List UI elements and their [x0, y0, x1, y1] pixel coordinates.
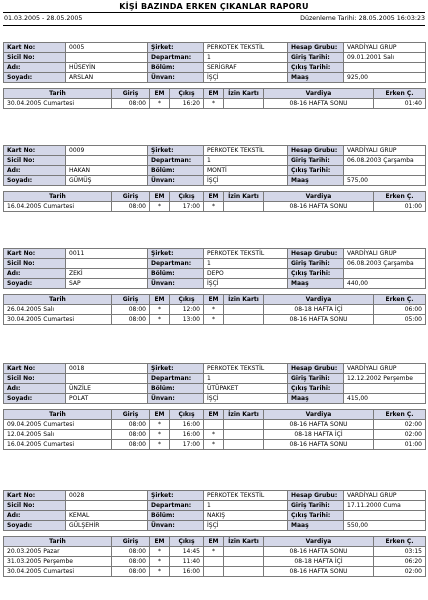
label-department: Departman:	[148, 53, 204, 63]
col-em2: EM	[204, 192, 224, 202]
row-date: 12.04.2005 Salı	[4, 430, 112, 440]
row-exit-time: 16:00	[170, 430, 204, 440]
col-em2: EM	[204, 89, 224, 99]
row-entry-time: 08:00	[112, 440, 150, 450]
value-card-no: 0028	[66, 491, 148, 501]
label-company: Şirket:	[148, 249, 204, 259]
row-exit-time: 14:45	[170, 547, 204, 557]
label-card-no: Kart No:	[4, 43, 66, 53]
value-account-group: VARDİYALI GRUP	[344, 43, 426, 53]
label-registry-no: Sicil No:	[4, 374, 66, 384]
employee-block	[3, 145, 425, 212]
col-date: Tarih	[4, 537, 112, 547]
col-shift: Vardiya	[264, 537, 374, 547]
label-department: Departman:	[148, 156, 204, 166]
row-early-exit: 02:00	[374, 430, 426, 440]
row-leave-card	[224, 202, 264, 212]
label-account-group: Hesap Grubu:	[288, 491, 344, 501]
col-shift: Vardiya	[264, 89, 374, 99]
row-exit-time: 17:00	[170, 440, 204, 450]
label-section: Bölüm:	[148, 384, 204, 394]
row-shift: 08-16 HAFTA SONU	[264, 420, 374, 430]
row-entry-time: 08:00	[112, 430, 150, 440]
attendance-row	[4, 305, 426, 315]
label-section: Bölüm:	[148, 269, 204, 279]
label-first-name: Adı:	[4, 166, 66, 176]
row-entry-time: 08:00	[112, 99, 150, 109]
row-early-exit: 01:00	[374, 202, 426, 212]
row-leave-card	[224, 305, 264, 315]
row-shift: 08-16 HAFTA SONU	[264, 99, 374, 109]
label-salary: Maaş	[288, 521, 344, 531]
attendance-row	[4, 567, 426, 577]
value-company: PERKOTEK TEKSTİL	[204, 43, 288, 53]
value-department: 1	[204, 156, 288, 166]
label-salary: Maaş	[288, 394, 344, 404]
row-entry-mark: *	[150, 420, 170, 430]
row-shift: 08-16 HAFTA SONU	[264, 567, 374, 577]
value-salary: 925,00	[344, 73, 426, 83]
label-first-name: Adı:	[4, 63, 66, 73]
col-shift: Vardiya	[264, 295, 374, 305]
col-em1: EM	[150, 192, 170, 202]
value-first-name: HÜSEYİN	[66, 63, 148, 73]
col-early-exit: Erken Ç.	[374, 410, 426, 420]
employee-block	[3, 363, 425, 450]
attendance-row	[4, 420, 426, 430]
row-shift: 08-16 HAFTA SONU	[264, 202, 374, 212]
label-title: Ünvan:	[148, 521, 204, 531]
col-date: Tarih	[4, 295, 112, 305]
row-exit-time: 13:00	[170, 315, 204, 325]
row-entry-time: 08:00	[112, 420, 150, 430]
value-end-date	[344, 63, 426, 73]
value-account-group: VARDİYALI GRUP	[344, 491, 426, 501]
row-date: 30.04.2005 Cumartesi	[4, 99, 112, 109]
row-exit-time: 16:20	[170, 99, 204, 109]
label-title: Ünvan:	[148, 73, 204, 83]
value-registry-no	[66, 53, 148, 63]
value-last-name: GÜLŞEHİR	[66, 521, 148, 531]
value-department: 1	[204, 374, 288, 384]
row-leave-card	[224, 430, 264, 440]
col-exit: Çıkış	[170, 192, 204, 202]
col-exit: Çıkış	[170, 410, 204, 420]
row-exit-mark: *	[204, 315, 224, 325]
row-shift: 08-16 HAFTA SONU	[264, 440, 374, 450]
value-end-date	[344, 166, 426, 176]
attendance-table	[3, 536, 426, 577]
value-company: PERKOTEK TEKSTİL	[204, 364, 288, 374]
label-section: Bölüm:	[148, 166, 204, 176]
label-department: Departman:	[148, 374, 204, 384]
row-entry-time: 08:00	[112, 547, 150, 557]
label-registry-no: Sicil No:	[4, 259, 66, 269]
row-date: 30.04.2005 Cumartesi	[4, 567, 112, 577]
value-registry-no	[66, 156, 148, 166]
label-registry-no: Sicil No:	[4, 53, 66, 63]
col-em2: EM	[204, 410, 224, 420]
label-start-date: Giriş Tarihi:	[288, 501, 344, 511]
attendance-header	[4, 295, 426, 305]
value-account-group: VARDİYALI GRUP	[344, 364, 426, 374]
row-exit-mark: *	[204, 305, 224, 315]
value-salary: 415,00	[344, 394, 426, 404]
label-start-date: Giriş Tarihi:	[288, 259, 344, 269]
col-entry: Giriş	[112, 410, 150, 420]
row-entry-mark: *	[150, 430, 170, 440]
col-leave-card: İzin Kartı	[224, 89, 264, 99]
value-start-date: 06.08.2003 Çarşamba	[344, 259, 426, 269]
attendance-header	[4, 192, 426, 202]
attendance-header	[4, 537, 426, 547]
attendance-table	[3, 294, 426, 325]
col-early-exit: Erken Ç.	[374, 295, 426, 305]
employee-block	[3, 42, 425, 109]
row-early-exit: 01:40	[374, 99, 426, 109]
value-title: İŞÇİ	[204, 394, 288, 404]
row-exit-time: 16:00	[170, 420, 204, 430]
row-exit-mark	[204, 567, 224, 577]
row-date: 16.04.2005 Cumartesi	[4, 440, 112, 450]
col-entry: Giriş	[112, 537, 150, 547]
row-entry-time: 08:00	[112, 557, 150, 567]
header-divider	[3, 25, 425, 26]
col-leave-card: İzin Kartı	[224, 410, 264, 420]
value-account-group: VARDİYALI GRUP	[344, 249, 426, 259]
value-company: PERKOTEK TEKSTİL	[204, 146, 288, 156]
row-exit-mark: *	[204, 430, 224, 440]
value-start-date: 09.01.2001 Salı	[344, 53, 426, 63]
label-account-group: Hesap Grubu:	[288, 364, 344, 374]
col-em2: EM	[204, 537, 224, 547]
col-date: Tarih	[4, 192, 112, 202]
label-company: Şirket:	[148, 43, 204, 53]
row-exit-time: 11:40	[170, 557, 204, 567]
row-exit-time: 12:00	[170, 305, 204, 315]
value-registry-no	[66, 501, 148, 511]
value-first-name: KEMAL	[66, 511, 148, 521]
label-first-name: Adı:	[4, 269, 66, 279]
row-entry-mark: *	[150, 557, 170, 567]
col-entry: Giriş	[112, 192, 150, 202]
attendance-table	[3, 88, 426, 109]
label-title: Ünvan:	[148, 176, 204, 186]
row-exit-time: 17:00	[170, 202, 204, 212]
row-exit-mark: *	[204, 440, 224, 450]
row-date: 16.04.2005 Cumartesi	[4, 202, 112, 212]
label-card-no: Kart No:	[4, 146, 66, 156]
label-end-date: Çıkış Tarihi:	[288, 269, 344, 279]
row-early-exit: 05:00	[374, 315, 426, 325]
label-company: Şirket:	[148, 491, 204, 501]
employee-info-table	[3, 248, 426, 289]
label-salary: Maaş	[288, 73, 344, 83]
value-department: 1	[204, 501, 288, 511]
col-em2: EM	[204, 295, 224, 305]
value-section: NAKIŞ	[204, 511, 288, 521]
row-shift: 08-18 HAFTA İÇİ	[264, 430, 374, 440]
row-date: 09.04.2005 Cumartesi	[4, 420, 112, 430]
row-leave-card	[224, 440, 264, 450]
label-last-name: Soyadı:	[4, 521, 66, 531]
label-card-no: Kart No:	[4, 249, 66, 259]
employee-info-table	[3, 42, 426, 83]
value-first-name: ÜNZİLE	[66, 384, 148, 394]
row-entry-mark: *	[150, 547, 170, 557]
value-registry-no	[66, 259, 148, 269]
label-section: Bölüm:	[148, 511, 204, 521]
attendance-row	[4, 547, 426, 557]
label-account-group: Hesap Grubu:	[288, 43, 344, 53]
row-entry-time: 08:00	[112, 315, 150, 325]
value-start-date: 12.12.2002 Perşembe	[344, 374, 426, 384]
col-em1: EM	[150, 410, 170, 420]
col-early-exit: Erken Ç.	[374, 89, 426, 99]
row-early-exit: 06:20	[374, 557, 426, 567]
value-card-no: 0009	[66, 146, 148, 156]
label-end-date: Çıkış Tarihi:	[288, 63, 344, 73]
attendance-table	[3, 409, 426, 450]
row-entry-mark: *	[150, 202, 170, 212]
row-date: 26.04.2005 Salı	[4, 305, 112, 315]
value-company: PERKOTEK TEKSTİL	[204, 491, 288, 501]
label-title: Ünvan:	[148, 394, 204, 404]
row-shift: 08-16 HAFTA SONU	[264, 315, 374, 325]
row-exit-mark	[204, 557, 224, 567]
value-start-date: 17.11.2000 Cuma	[344, 501, 426, 511]
row-shift: 08-18 HAFTA İÇİ	[264, 305, 374, 315]
row-entry-time: 08:00	[112, 567, 150, 577]
value-end-date	[344, 384, 426, 394]
label-first-name: Adı:	[4, 511, 66, 521]
label-account-group: Hesap Grubu:	[288, 146, 344, 156]
row-early-exit: 03:15	[374, 547, 426, 557]
value-card-no: 0018	[66, 364, 148, 374]
value-section: MONTİ	[204, 166, 288, 176]
row-entry-mark: *	[150, 567, 170, 577]
value-account-group: VARDİYALI GRUP	[344, 146, 426, 156]
value-salary: 575,00	[344, 176, 426, 186]
col-shift: Vardiya	[264, 192, 374, 202]
col-shift: Vardiya	[264, 410, 374, 420]
label-department: Departman:	[148, 259, 204, 269]
row-leave-card	[224, 547, 264, 557]
value-title: İŞÇİ	[204, 176, 288, 186]
value-last-name: ARSLAN	[66, 73, 148, 83]
col-exit: Çıkış	[170, 89, 204, 99]
attendance-row	[4, 202, 426, 212]
col-leave-card: İzin Kartı	[224, 295, 264, 305]
row-entry-mark: *	[150, 315, 170, 325]
label-end-date: Çıkış Tarihi:	[288, 166, 344, 176]
label-title: Ünvan:	[148, 279, 204, 289]
label-registry-no: Sicil No:	[4, 501, 66, 511]
attendance-row	[4, 430, 426, 440]
value-section: ÜTÜPAKET	[204, 384, 288, 394]
attendance-header	[4, 89, 426, 99]
col-entry: Giriş	[112, 89, 150, 99]
value-section: DEPO	[204, 269, 288, 279]
label-section: Bölüm:	[148, 63, 204, 73]
row-leave-card	[224, 315, 264, 325]
value-start-date: 06.08.2003 Çarşamba	[344, 156, 426, 166]
row-early-exit: 01:00	[374, 440, 426, 450]
label-last-name: Soyadı:	[4, 176, 66, 186]
value-company: PERKOTEK TEKSTİL	[204, 249, 288, 259]
report-period: 01.03.2005 - 28.05.2005	[4, 15, 83, 22]
value-department: 1	[204, 53, 288, 63]
label-end-date: Çıkış Tarihi:	[288, 511, 344, 521]
col-exit: Çıkış	[170, 295, 204, 305]
label-salary: Maaş	[288, 279, 344, 289]
col-date: Tarih	[4, 89, 112, 99]
row-entry-mark: *	[150, 99, 170, 109]
value-salary: 440,00	[344, 279, 426, 289]
label-account-group: Hesap Grubu:	[288, 249, 344, 259]
value-last-name: GÜMÜŞ	[66, 176, 148, 186]
label-last-name: Soyadı:	[4, 73, 66, 83]
label-last-name: Soyadı:	[4, 279, 66, 289]
value-department: 1	[204, 259, 288, 269]
col-leave-card: İzin Kartı	[224, 537, 264, 547]
row-date: 20.03.2005 Pazar	[4, 547, 112, 557]
label-start-date: Giriş Tarihi:	[288, 53, 344, 63]
row-early-exit: 02:00	[374, 420, 426, 430]
value-end-date	[344, 511, 426, 521]
row-leave-card	[224, 567, 264, 577]
col-exit: Çıkış	[170, 537, 204, 547]
label-card-no: Kart No:	[4, 364, 66, 374]
label-registry-no: Sicil No:	[4, 156, 66, 166]
label-start-date: Giriş Tarihi:	[288, 156, 344, 166]
value-first-name: HAKAN	[66, 166, 148, 176]
employee-info-table	[3, 145, 426, 186]
value-last-name: SAP	[66, 279, 148, 289]
label-start-date: Giriş Tarihi:	[288, 374, 344, 384]
col-entry: Giriş	[112, 295, 150, 305]
attendance-table	[3, 191, 426, 212]
row-exit-mark: *	[204, 202, 224, 212]
report-title: KİŞİ BAZINDA ERKEN ÇIKANLAR RAPORU	[119, 2, 309, 11]
row-leave-card	[224, 99, 264, 109]
row-leave-card	[224, 557, 264, 567]
row-entry-mark: *	[150, 440, 170, 450]
value-title: İŞÇİ	[204, 73, 288, 83]
row-early-exit: 02:00	[374, 567, 426, 577]
attendance-row	[4, 440, 426, 450]
col-em1: EM	[150, 89, 170, 99]
label-last-name: Soyadı:	[4, 394, 66, 404]
value-card-no: 0011	[66, 249, 148, 259]
row-shift: 08-16 HAFTA SONU	[264, 547, 374, 557]
value-first-name: ZEKİ	[66, 269, 148, 279]
report-date: Düzenleme Tarihi: 28.05.2005 16:03:23	[300, 15, 425, 22]
row-date: 30.04.2005 Cumartesi	[4, 315, 112, 325]
attendance-row	[4, 99, 426, 109]
col-early-exit: Erken Ç.	[374, 537, 426, 547]
col-em1: EM	[150, 537, 170, 547]
label-company: Şirket:	[148, 146, 204, 156]
row-entry-mark: *	[150, 305, 170, 315]
employee-info-table	[3, 490, 426, 531]
row-entry-time: 08:00	[112, 202, 150, 212]
employee-block	[3, 490, 425, 577]
value-card-no: 0005	[66, 43, 148, 53]
value-title: İŞÇİ	[204, 279, 288, 289]
label-end-date: Çıkış Tarihi:	[288, 384, 344, 394]
row-shift: 08-18 HAFTA İÇİ	[264, 557, 374, 567]
value-salary: 550,00	[344, 521, 426, 531]
label-company: Şirket:	[148, 364, 204, 374]
label-card-no: Kart No:	[4, 491, 66, 501]
col-early-exit: Erken Ç.	[374, 192, 426, 202]
row-leave-card	[224, 420, 264, 430]
attendance-row	[4, 315, 426, 325]
row-exit-mark	[204, 420, 224, 430]
col-date: Tarih	[4, 410, 112, 420]
title-divider	[3, 12, 425, 13]
label-department: Departman:	[148, 501, 204, 511]
row-exit-mark: *	[204, 547, 224, 557]
col-em1: EM	[150, 295, 170, 305]
value-registry-no	[66, 374, 148, 384]
row-early-exit: 06:00	[374, 305, 426, 315]
employee-block	[3, 248, 425, 325]
row-entry-time: 08:00	[112, 305, 150, 315]
row-exit-mark: *	[204, 99, 224, 109]
row-date: 31.03.2005 Perşembe	[4, 557, 112, 567]
attendance-header	[4, 410, 426, 420]
label-salary: Maaş	[288, 176, 344, 186]
row-exit-time: 16:00	[170, 567, 204, 577]
value-last-name: POLAT	[66, 394, 148, 404]
value-end-date	[344, 269, 426, 279]
col-leave-card: İzin Kartı	[224, 192, 264, 202]
label-first-name: Adı:	[4, 384, 66, 394]
value-section: SERİGRAF	[204, 63, 288, 73]
value-title: İŞÇİ	[204, 521, 288, 531]
attendance-row	[4, 557, 426, 567]
employee-info-table	[3, 363, 426, 404]
